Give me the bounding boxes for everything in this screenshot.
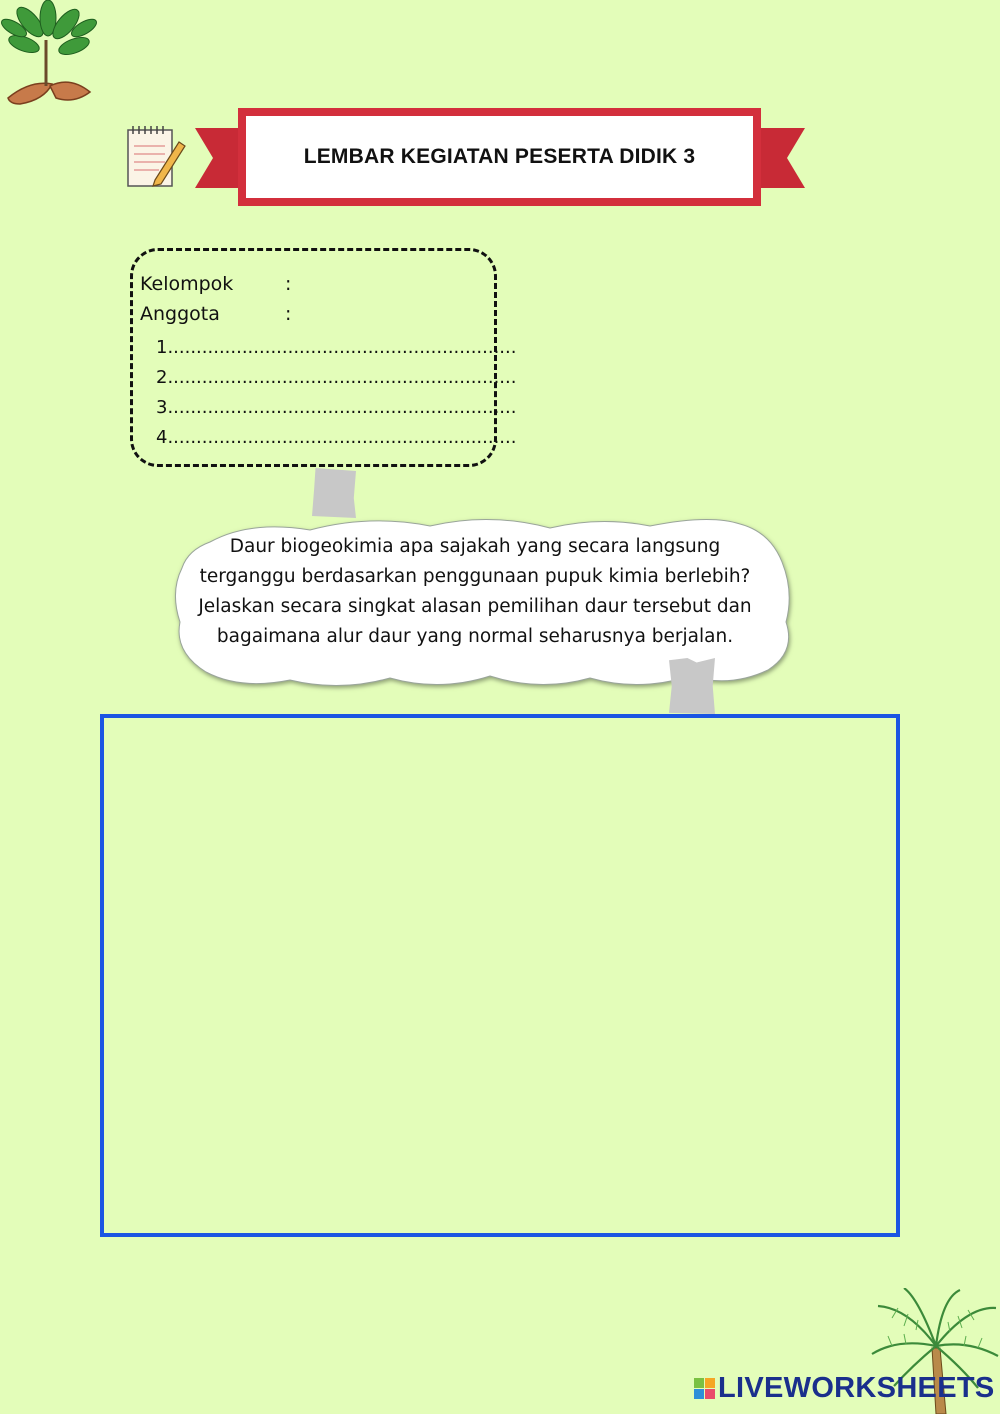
group-label: Kelompok (140, 273, 234, 295)
page-title: LEMBAR KEGIATAN PESERTA DIDIK 3 (303, 145, 696, 168)
member-line-2[interactable]: 2............................................................. (156, 367, 517, 388)
watermark-text: LIVEWORKSHEETS (718, 1372, 995, 1404)
identity-box (130, 248, 517, 467)
banner (238, 108, 761, 206)
liveworksheets-logo-icon (694, 1378, 715, 1399)
group-separator: : (285, 273, 292, 295)
tape-top (312, 468, 356, 518)
tape-bottom (669, 658, 715, 714)
cassava-plant-icon (0, 0, 100, 110)
banner-inner (244, 114, 755, 200)
member-line-1[interactable]: 1............................................................. (156, 337, 517, 358)
members-separator: : (285, 303, 292, 325)
notepad-pencil-icon (125, 124, 187, 190)
answer-input-area[interactable] (100, 714, 900, 1237)
members-label: Anggota (140, 303, 220, 325)
member-line-4[interactable]: 4............................................................. (156, 427, 517, 448)
question-text: Daur biogeokimia apa sajakah yang secara langsung terganggu berdasarkan penggunaan pupuk kimia berlebih? Jelaskan secara singkat alasan pemilihan daur tersebut dan bagaimana alur daur yang normal seharusnya berjalan. (198, 536, 752, 647)
member-line-3[interactable]: 3............................................................. (156, 397, 517, 418)
liveworksheets-watermark (694, 1372, 995, 1405)
